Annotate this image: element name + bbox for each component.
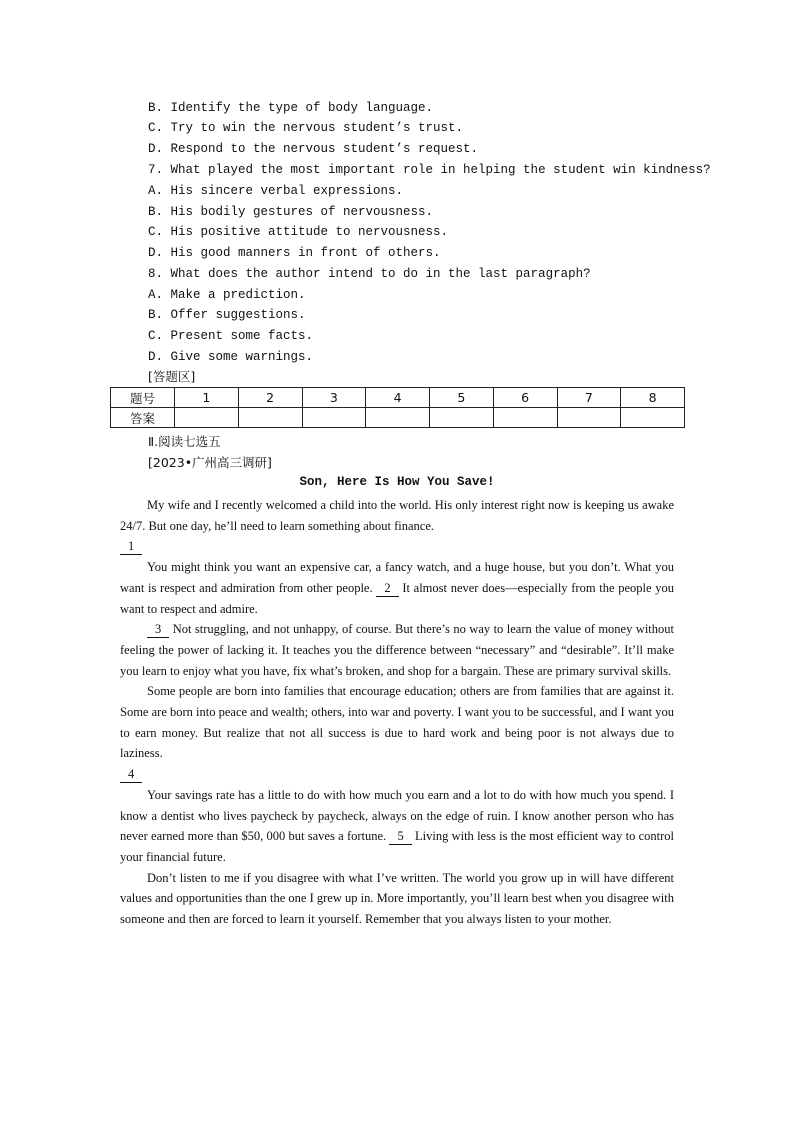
- paragraph-1: [120, 495, 674, 536]
- question-number: 8: [621, 388, 685, 408]
- question-number: 7: [557, 388, 621, 408]
- q7-stem: 7. What played the most important role in helping the student win kindness?: [148, 163, 711, 177]
- paragraph-6-text: Don’t listen to me if you disagree with what I’ve written. The world you grow up in will have different values and opportunities than the one I grew up in. More importantly, you’ll learn best when you disagree with someone and then are forced to learn it yourself. Remember that you always listen to your mother.: [120, 870, 674, 927]
- paragraph-4-text: Some people are born into families that encourage education; others are from families that are against it. Some are born into peace and wealth; others, into war and poverty. I want you to be successful, and I want you to earn money. But realize that not all success is due to hard work and being poor is not always due to laziness.: [120, 684, 674, 761]
- question-number: 6: [493, 388, 557, 408]
- q7-option-a: A. His sincere verbal expressions.: [148, 184, 404, 198]
- blank-1[interactable]: 1: [120, 538, 142, 555]
- answer-cell[interactable]: [557, 408, 621, 428]
- answer-cell[interactable]: [621, 408, 685, 428]
- answer-area-label: [答题区]: [148, 369, 196, 384]
- paragraph-2-text-b: It almost never does—especially from the people you want to respect and admire.: [120, 580, 675, 616]
- q7-option-d: D. His good manners in front of others.: [148, 246, 441, 260]
- article-title: Son, Here Is How You Save!: [299, 475, 495, 489]
- paragraph-5-text-a: Your savings rate has a little to do with how much you earn and a lot to do with how much you spend. I know a dentist who lives paycheck by paycheck, always on the edge of ruin. I know another person who has never earned more than $50, 000 but saves a fortune.: [120, 787, 674, 844]
- paragraph-1-text: My wife and I recently welcomed a child into the world. His only interest right now is keeping us awake 24/7. But one day, he’ll need to learn something about finance.: [120, 498, 674, 533]
- paragraph-5-text-b: Living with less is the most efficient way to control your financial future.: [120, 829, 675, 864]
- paragraph-6: [120, 868, 674, 930]
- q6-option-d: D. Respond to the nervous student’s request.: [148, 142, 479, 156]
- q6-option-b: B. Identify the type of body language.: [148, 101, 434, 115]
- blank-line-4: [120, 764, 674, 785]
- paragraph-5: [120, 785, 674, 868]
- answer-cell[interactable]: [238, 408, 302, 428]
- q8-option-c: C. Present some facts.: [148, 329, 314, 343]
- source-tag: [2023•广州高三调研]: [148, 455, 272, 470]
- question-number: 3: [302, 388, 366, 408]
- blank-3[interactable]: 3: [147, 621, 169, 638]
- answer-table: [110, 387, 685, 428]
- paragraph-3-text: Not struggling, and not unhappy, of course. But there’s no way to learn the value of money without feeling the power of lacking it. It teaches you the difference between “necessary” and “desirable”. It’ll make you learn to enjoy what you have, fix what’s broken, and shop for a bargain. These are primary survival skills.: [120, 622, 675, 678]
- answer-cell[interactable]: [175, 408, 239, 428]
- question-number: 4: [366, 388, 430, 408]
- answer-table-answer-row: [111, 408, 685, 428]
- question-number: 1: [175, 388, 239, 408]
- paragraph-3: [120, 619, 674, 681]
- q7-option-c: C. His positive attitude to nervousness.: [148, 225, 449, 239]
- q7-option-b: B. His bodily gestures of nervousness.: [148, 205, 434, 219]
- answer-cell[interactable]: [366, 408, 430, 428]
- paragraph-2: [120, 557, 674, 619]
- blank-line-1: [120, 536, 674, 557]
- q8-stem: 8. What does the author intend to do in the last paragraph?: [148, 267, 591, 281]
- answer-cell[interactable]: [430, 408, 494, 428]
- answer-cell[interactable]: [302, 408, 366, 428]
- article-body: [120, 495, 674, 930]
- q8-option-a: A. Make a prediction.: [148, 288, 306, 302]
- paragraph-2-text-a: You might think you want an expensive car, a fancy watch, and a huge house, but you don’t. What you want is respect and admiration from other people.: [120, 560, 674, 595]
- answer-row-header: 答案: [111, 408, 175, 428]
- paragraph-4: [120, 681, 674, 764]
- answer-cell[interactable]: [493, 408, 557, 428]
- answer-table-number-row: [111, 388, 685, 408]
- question-number: 2: [238, 388, 302, 408]
- number-row-header: 题号: [111, 388, 175, 408]
- q8-option-d: D. Give some warnings.: [148, 350, 314, 364]
- blank-4[interactable]: 4: [120, 766, 142, 783]
- section-heading: Ⅱ.阅读七选五: [148, 434, 221, 449]
- blank-2[interactable]: 2: [376, 580, 398, 597]
- blank-5[interactable]: 5: [389, 828, 411, 845]
- q6-option-c: C. Try to win the nervous student’s trust.: [148, 121, 464, 135]
- q8-option-b: B. Offer suggestions.: [148, 308, 306, 322]
- question-number: 5: [430, 388, 494, 408]
